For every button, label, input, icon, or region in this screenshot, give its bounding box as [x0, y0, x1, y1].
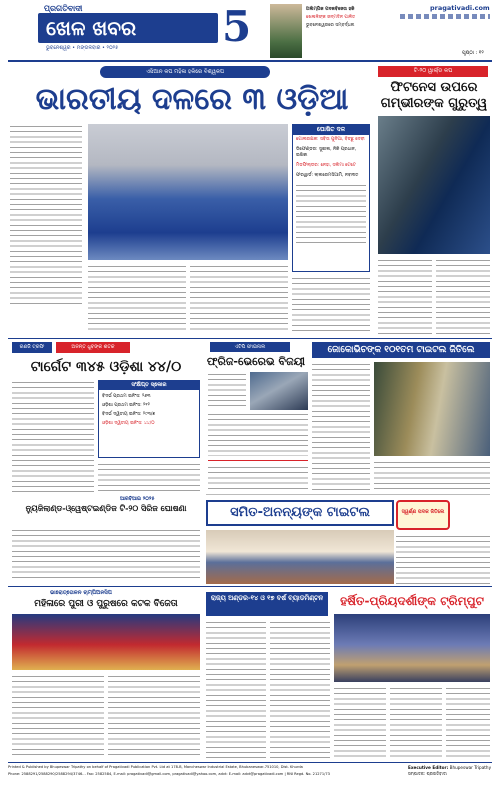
bottom-right-body-col2: [390, 686, 442, 758]
bottom-right-body-col1: [334, 686, 386, 758]
mid-headline: ଫ୍ରିଜ-ଭେରେଭ ବିଜୟୀ: [206, 355, 306, 368]
ranji-body-col1: [12, 380, 94, 492]
scorecard-title: ସଂକ୍ଷିପ୍ତ ସ୍କୋର: [99, 381, 199, 390]
ranji-label: [12, 342, 52, 353]
ranji-headline: ଟାର୍ଗେଟ ୩୪୫ ଓଡ଼ିଶା ୪୪/୦: [30, 359, 182, 375]
page-number: ପୃଷ୍ଠା : ୧୨: [462, 50, 484, 56]
footer-line-2: Phone: 2588291/2588290/2588294/3746... Fax: 2582584, E-mail: pragativadi@gmail.com, pragativadi@yahoo.com, advt: E-mail: advt@pragativadi.com | RNI Regd. No. 21271/73: [8, 772, 330, 776]
mid-body-col1: [208, 372, 246, 408]
anniversary-number: 5: [222, 2, 252, 51]
scorecard-line: ବିଦର୍ଭ ଦ୍ୱିତୀୟ ଇନିଂସ: ୨୯୩/୭: [102, 412, 156, 417]
gambhir-photo: [378, 116, 490, 254]
bottom-left-kicker: ଭାରୋତ୍ତୋଳନ ଚାମ୍ପିଅନସିପ: [50, 590, 112, 596]
bottom-left-body-col2: [108, 674, 200, 758]
bottom-left-body-col1: [12, 674, 104, 758]
footer-line-1: Printed & Published by Bhupeswar Tripathy on behalf of Pragativadi Publication Pvt. Ltd at 178-B, Mancheswar Industrial Estate, Bhubaneswar-751010, Dist. Khurda: [8, 765, 303, 769]
bottom-mid-headline: ରାଜ୍ୟ ଅଣ୍ଡର-୧୪ ଓ ୧୭ ବର୍ଷ ବ୍ୟାଡମିଣ୍ଟନ: [210, 594, 324, 602]
website-label: pragativadi.com: [430, 4, 490, 12]
djokovic-body-col1: [312, 362, 370, 490]
teaser-line: ଭୁବନେଶ୍ୱରରେ ସମ୍ବର୍ଦ୍ଧନା: [306, 23, 355, 28]
mid-kicker-text: ଏଟିପି ଫାଇନାଲ: [234, 344, 266, 350]
hockey-player-photo: [270, 4, 302, 58]
team-list-item: ଫରୱାର୍ଡ: ଲାଲରେମସିଆମି, ନବନୀତ: [296, 173, 359, 178]
samit-badge-text: ସ୍ୱର୍ଣ୍ଣ ପଦକ ଜିତିଲେ: [401, 509, 445, 515]
right-body-col2: [436, 258, 490, 334]
teaser-line: ଖେଳାଳିଙ୍କ ଜନ୍ମଦିନ ପାଳିତ: [306, 15, 356, 20]
samit-headline-box: [206, 500, 394, 526]
lead-body-col1: [10, 124, 82, 304]
footer-editor-label: Executive Editor:: [408, 765, 449, 770]
djokovic-headline-bar: [312, 342, 490, 358]
masthead-subtitle: ଭୁବନେଶ୍ୱର • ମଙ୍ଗଳବାର • ୨୦୨୫: [46, 45, 119, 51]
top-right-teaser: [306, 6, 386, 28]
samit-body: [396, 534, 490, 584]
djokovic-headline: ଜୋକୋଭିଚଙ୍କ ୧୦୧ତମ ଟାଇଟଲ ଜିତିଲେ: [327, 345, 475, 355]
team-list-title: ଘୋଷିତ ଦଳ: [293, 125, 369, 135]
teaser-line: ଅଲିମ୍ପିକ ପଦକବିଜେତା ହକି: [306, 7, 355, 12]
samit-badge: [396, 500, 450, 530]
ranji-label-text: ରଣଜି ଟ୍ରଫି: [19, 344, 45, 350]
masthead: [0, 0, 500, 62]
bottom-right-headline: ହର୍ଷିତ-ପ୍ରିୟଦର୍ଶୀଙ୍କ ଟ୍ରିମ୍ପୁଟ: [340, 594, 484, 608]
bottom-right-body-col3: [446, 686, 490, 758]
samit-headline: ସମିତ-ଅନନ୍ୟଙ୍କ ଟାଇଟଲ: [230, 505, 370, 520]
lead-body-col4: [292, 276, 370, 332]
lead-kicker-text: ଏସିଆନ କପ ମହିଳା ହକିରେ ବିଶ୍ୱକପ: [145, 69, 225, 75]
footer-editor-2: ସମ୍ପାଦକ: ପ୍ରଗତିବାଦୀ: [408, 770, 447, 776]
djokovic-body-col2: [374, 460, 490, 490]
brand-small: ପ୍ରଗତିବାଦୀ: [44, 4, 83, 13]
lead-body-col2: [88, 264, 186, 332]
social-icons: [400, 14, 490, 19]
left-mid-kicker: ଆରବିଆଇ ୨୦୨୫: [120, 496, 155, 502]
scorecard-line: ଓଡ଼ିଶା ଦ୍ୱିତୀୟ ଇନିଂସ: ୪୪/୦: [102, 421, 155, 426]
badminton-photo: [334, 614, 490, 682]
dhruv-label: [56, 342, 130, 353]
djokovic-photo: [374, 362, 490, 456]
samit-photo: [206, 530, 394, 584]
right-kicker-text: ଟି-୨୦ ୱାର୍ଲ୍ଡ କପ: [413, 68, 453, 74]
scorecard-line: ଓଡ଼ିଶା ପ୍ରଥମ ଇନିଂସ: ୨୧୨: [102, 403, 150, 408]
dhruv-label-text: ଅନନ୍ତ ଧୁବଙ୍କ ଶତକ: [71, 344, 115, 350]
mid-body-col2: [208, 412, 308, 456]
ranji-body-col2: [98, 462, 200, 492]
team-list-item: ମିଡଫିଲ୍ଡର: ନେହା, ସଲିମା ଟେଟେ: [296, 163, 356, 168]
team-list-item: ଗୋଲରକ୍ଷକ: ସବିତା ପୁନିଆ, ବିଚ୍ଛୁ ଦେବୀ: [296, 137, 365, 142]
team-list-box: [292, 124, 370, 272]
right-kicker: [378, 66, 488, 77]
team-list-item: ଡିଫେଣ୍ଡର: ସୁଶୀଳା, ନିକି ପ୍ରଧାନ, ଇଶିକା: [296, 147, 357, 158]
page-title: ଖେଳ ଖବର: [46, 16, 137, 40]
left-mid-body: [12, 528, 200, 580]
team-photo: [88, 124, 288, 260]
bottom-mid-headline-bar: [206, 592, 328, 616]
left-mid-headline: ନ୍ୟୁଜିଲାଣ୍ଡ-ଓ୍ୱେଷ୍ଟଇଣ୍ଡିଜ ଟି-୨୦ ସିରିଜ ଘୋଷଣା: [25, 504, 187, 513]
bottom-mid-body-col2: [270, 620, 330, 758]
bottom-mid-body-col1: [206, 620, 266, 758]
mid-kicker: [210, 342, 290, 352]
lead-kicker: [100, 66, 270, 78]
footer-editor-name: Bhupeswar Tripathy: [449, 765, 492, 770]
scorecard-line: ବିଦର୍ଭ ପ୍ରଥମ ଇନିଂସ: ୨୬୩: [102, 394, 151, 399]
scorecard-box: [98, 380, 200, 458]
mid-quote: [208, 460, 308, 492]
lead-body-col3: [190, 264, 288, 332]
anniversary-logo: [218, 4, 260, 54]
tennis-photo: [250, 372, 308, 410]
bottom-left-headline: ମହିଳାରେ ପୁରୀ ଓ ପୁରୁଷରେ କଟକ ବିଜେତା: [34, 599, 178, 609]
footer-editor: [408, 765, 494, 776]
weightlifting-photo: [12, 614, 200, 670]
right-headline: ଫିଟନେସ ଉପରେ ଗମ୍ଭୀରଙ୍କ ଗୁରୁତ୍ୱ: [380, 80, 488, 111]
right-body-col1: [378, 258, 432, 334]
lead-headline: ଭାରତୀୟ ଦଳରେ ୩ ଓଡ଼ିଆ: [35, 82, 349, 117]
